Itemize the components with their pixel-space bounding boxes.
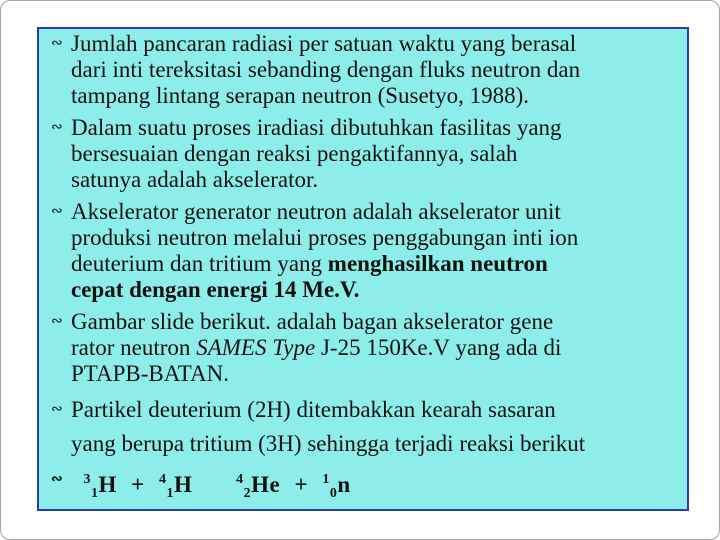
atomic-number: 1 (166, 486, 174, 501)
bullet-item (49, 393, 685, 461)
plus-sign: + (131, 472, 145, 497)
bullet-line: tampang lintang serapan neutron (Susetyo, 1988). (71, 83, 529, 108)
element-symbol: H (174, 472, 193, 497)
bullet-item (49, 31, 685, 109)
bullet-line: Dalam suatu proses iradiasi dibutuhkan fasilitas yang (71, 115, 562, 140)
bullet-line (71, 335, 685, 361)
bullet-line: Gambar slide berikut. adalah bagan akselerator gene (71, 309, 554, 334)
mass-number: 1 (322, 472, 330, 487)
bullet-line: PTAPB-BATAN. (71, 361, 229, 386)
text-run: deuterium dan tritium yang (71, 251, 328, 276)
bullet-line: dari inti tereksitasi sebanding dengan fluks neutron dan (71, 57, 581, 82)
bullet-item (49, 309, 685, 387)
atomic-number: 1 (91, 486, 99, 501)
bullet-item (49, 199, 685, 303)
tilde-wave-icon: ∾ (51, 472, 64, 487)
atomic-number: 2 (243, 486, 252, 501)
bullet-line: satunya adalah akselerator. (71, 167, 319, 192)
text-run: J-25 150Ke.V yang ada di (315, 335, 562, 360)
product-neutron (322, 467, 350, 507)
mass-number: 3 (83, 472, 91, 487)
bullet-list (49, 31, 685, 507)
reaction-equation (49, 467, 685, 507)
element-symbol: He (251, 472, 281, 497)
mass-number: 4 (236, 472, 244, 487)
bullet-line: produksi neutron melalui proses penggabungan inti ion (71, 225, 579, 250)
tilde-wave-icon: ∾ (51, 120, 63, 135)
product-helium (236, 467, 280, 507)
tilde-wave-icon: ∾ (51, 314, 63, 329)
bullet-line: Partikel deuterium (2H) ditembakkan kearah sasaran (71, 397, 556, 422)
element-symbol: H (98, 472, 117, 497)
bullet-line: bersesuaian dengan reaksi pengaktifannya, salah (71, 141, 518, 166)
bullet-line: Akselerator generator neutron adalah akselerator unit (71, 199, 561, 224)
equation-line (71, 467, 685, 507)
element-symbol: n (337, 472, 351, 497)
italic-text-run: SAMES Type (196, 335, 316, 360)
mass-number: 4 (159, 472, 167, 487)
bullet-item (49, 115, 685, 193)
tilde-wave-icon: ∾ (51, 204, 63, 219)
plus-sign: + (294, 472, 309, 497)
reactant-tritium (84, 467, 117, 507)
bullet-line: yang berupa tritium (3H) sehingga terjadi reaksi berikut (71, 431, 586, 456)
bullet-line (71, 251, 685, 277)
atomic-number: 0 (329, 486, 338, 501)
tilde-wave-icon: ∾ (51, 36, 63, 51)
bold-text-run: menghasilkan neutron (327, 251, 548, 276)
tilde-wave-icon: ∾ (51, 402, 63, 417)
bullet-line: cepat dengan energi 14 Me.V. (71, 277, 360, 302)
bullet-line: Jumlah pancaran radiasi per satuan waktu yang berasal (71, 31, 577, 56)
reactant-second (159, 467, 192, 507)
content-panel (37, 27, 689, 511)
text-run: rator neutron (71, 335, 197, 360)
